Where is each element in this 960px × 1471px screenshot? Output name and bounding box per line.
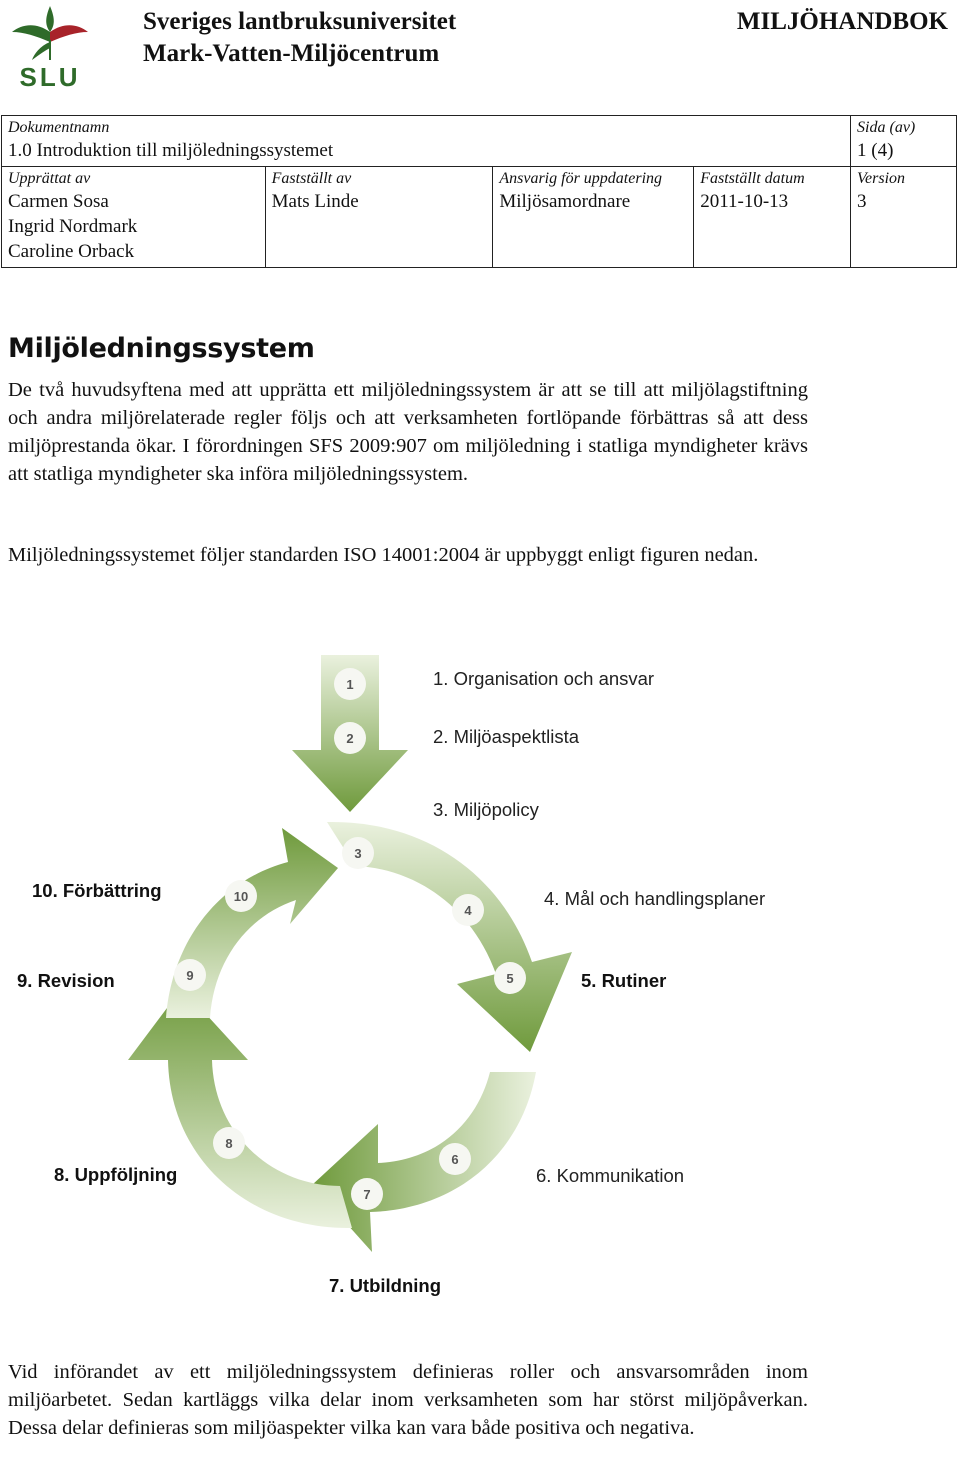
svg-text:1: 1 (346, 677, 354, 692)
page-value: 1 (4) (857, 140, 894, 161)
organization-name (143, 6, 456, 70)
svg-text:3: 3 (354, 846, 362, 861)
label-step-9: 9. Revision (17, 970, 115, 991)
step-circle-5 (494, 962, 526, 994)
section-heading: Miljöledningssystem (8, 333, 315, 364)
step-circle-3 (342, 837, 374, 869)
org-line-1: Sveriges lantbruksuniversitet (143, 8, 457, 35)
step-circle-7 (351, 1178, 383, 1210)
arrow-left (128, 988, 352, 1228)
step-circle-4 (452, 894, 484, 926)
version-label: Version (857, 170, 906, 187)
doc-name-cell (2, 116, 851, 167)
approved-by-cell (265, 167, 493, 268)
svg-text:2: 2 (346, 731, 354, 746)
version-value: 3 (857, 191, 867, 212)
date-value: 2011-10-13 (700, 191, 789, 212)
label-step-10: 10. Förbättring (32, 880, 162, 901)
paragraph-intro: De två huvudsyftena med att upprätta ett miljöledningssystem är att se till att miljölagstiftning och andra miljörelaterade regler följs och att verksamheten fortlöpande förbättras så att dess miljöprestanda ökar. I förordningen SFS 2009:907 om miljöledning i statliga myndigheter krävs att statliga myndigheter ska införa miljöledningssystem. (8, 379, 808, 485)
svg-text:4: 4 (464, 903, 472, 918)
step-circle-6 (439, 1143, 471, 1175)
created-by-label: Upprättat av (8, 170, 91, 187)
label-step-7: 7. Utbildning (329, 1275, 442, 1296)
doc-name-label: Dokumentnamn (8, 119, 110, 136)
label-step-3: 3. Miljöpolicy (433, 799, 539, 820)
approved-by-label: Fastställt av (271, 170, 352, 187)
svg-text:9: 9 (186, 968, 194, 983)
page-cell (851, 116, 957, 167)
org-line-2: Mark-Vatten-Miljöcentrum (143, 40, 440, 67)
label-step-6: 6. Kommunikation (536, 1165, 685, 1186)
step-circle-8 (213, 1127, 245, 1159)
step-circle-2 (334, 722, 366, 754)
date-cell (694, 167, 851, 268)
step-circle-10 (225, 880, 257, 912)
svg-text:5: 5 (506, 971, 514, 986)
responsible-label: Ansvarig för uppdatering (499, 170, 663, 187)
ems-cycle-diagram (0, 640, 960, 1310)
label-step-8: 8. Uppföljning (54, 1164, 178, 1185)
version-cell (851, 167, 957, 268)
document-meta-table (1, 115, 957, 268)
slu-logo (6, 2, 96, 90)
page-label: Sida (av) (857, 119, 916, 136)
paragraph-roles: Vid införandet av ett miljöledningssystem definieras roller och ansvarsområden inom miljöarbetet. Sedan kartläggs vilka delar inom verksamheten som har störst miljöpåverkan. Dessa delar definieras som miljöaspekter vilka kan vara både positiva och negativa. (8, 1361, 808, 1439)
created-by-cell (2, 167, 266, 268)
step-circle-9 (174, 959, 206, 991)
svg-text:8: 8 (225, 1136, 233, 1151)
date-label: Fastställt datum (700, 170, 805, 187)
approved-by-value: Mats Linde (271, 191, 359, 212)
label-step-4: 4. Mål och handlingsplaner (544, 888, 766, 909)
svg-text:7: 7 (363, 1187, 371, 1202)
doc-name-value: 1.0 Introduktion till miljöledningssystemet (8, 140, 334, 161)
created-by-1: Carmen Sosa (8, 191, 109, 212)
label-step-2: 2. Miljöaspektlista (433, 726, 580, 747)
logo-text: SLU (19, 62, 81, 90)
handbook-title: MILJÖHANDBOK (736, 8, 948, 35)
responsible-cell (493, 167, 694, 268)
responsible-value: Miljösamordnare (499, 191, 631, 212)
paragraph-standard: Miljöledningssystemet följer standarden ISO 14001:2004 är uppbyggt enligt figuren nedan. (8, 544, 759, 566)
created-by-3: Caroline Orback (8, 241, 135, 262)
created-by-2: Ingrid Nordmark (8, 216, 138, 237)
label-step-1: 1. Organisation och ansvar (433, 668, 655, 689)
label-step-5: 5. Rutiner (581, 970, 667, 991)
svg-text:10: 10 (233, 889, 249, 904)
step-circle-1 (334, 668, 366, 700)
svg-text:6: 6 (451, 1152, 459, 1167)
